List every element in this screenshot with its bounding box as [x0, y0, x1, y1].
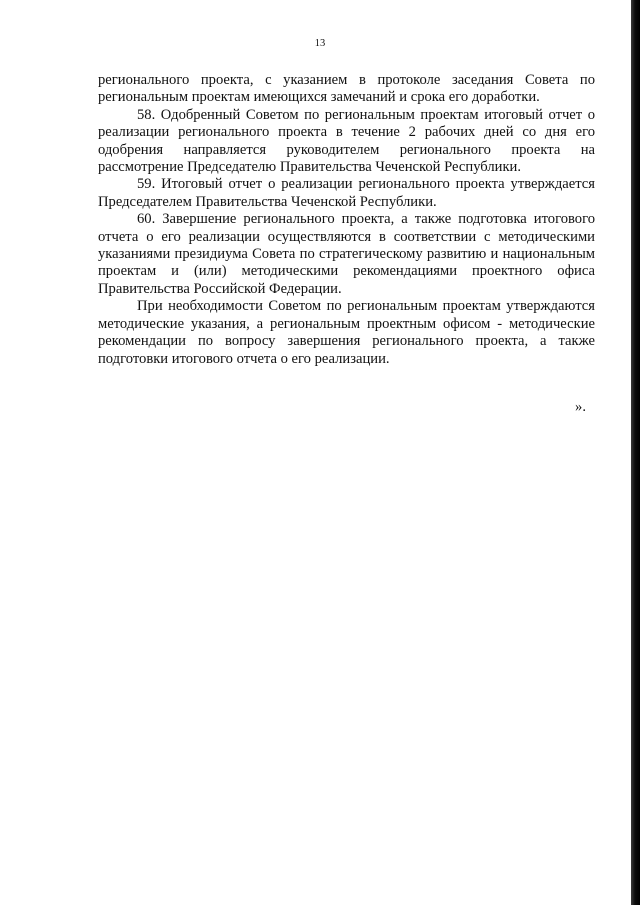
paragraph-continuation: регионального проекта, с указанием в протоколе заседания Совета по региональным проектам имеющихся замечаний и срока его доработки. [98, 72, 595, 106]
paragraph-60: 60. Завершение регионального проекта, а также подготовка итогового отчета о его реализации осуществляются в соответствии с методическими указаниями президиума Совета по стратегическому развитию и национальным проектам и (или) методическими рекомендациями проектного офиса Правительства Российской Федерации. [98, 211, 595, 297]
paragraph-methodical-guidance: При необходимости Советом по региональным проектам утверждаются методические указания, а региональным проектным офисом - методические рекомендации по вопросу завершения регионального проекта, а также подготовки итогового отчета о его реализации. [98, 298, 595, 367]
closing-quote-mark: ». [575, 399, 586, 415]
page-number: 13 [314, 38, 326, 49]
paragraph-59: 59. Итоговый отчет о реализации регионального проекта утверждается Председателем Правительства Чеченской Республики. [98, 176, 595, 210]
document-body [98, 72, 595, 368]
paragraph-58: 58. Одобренный Советом по региональным проектам итоговый отчет о реализации регионального проекта в течение 2 рабочих дней со дня его одобрения направляется руководителем регионального проекта на рассмотрение Председателю Правительства Чеченской Республики. [98, 106, 595, 176]
scan-edge-shadow [631, 0, 640, 905]
